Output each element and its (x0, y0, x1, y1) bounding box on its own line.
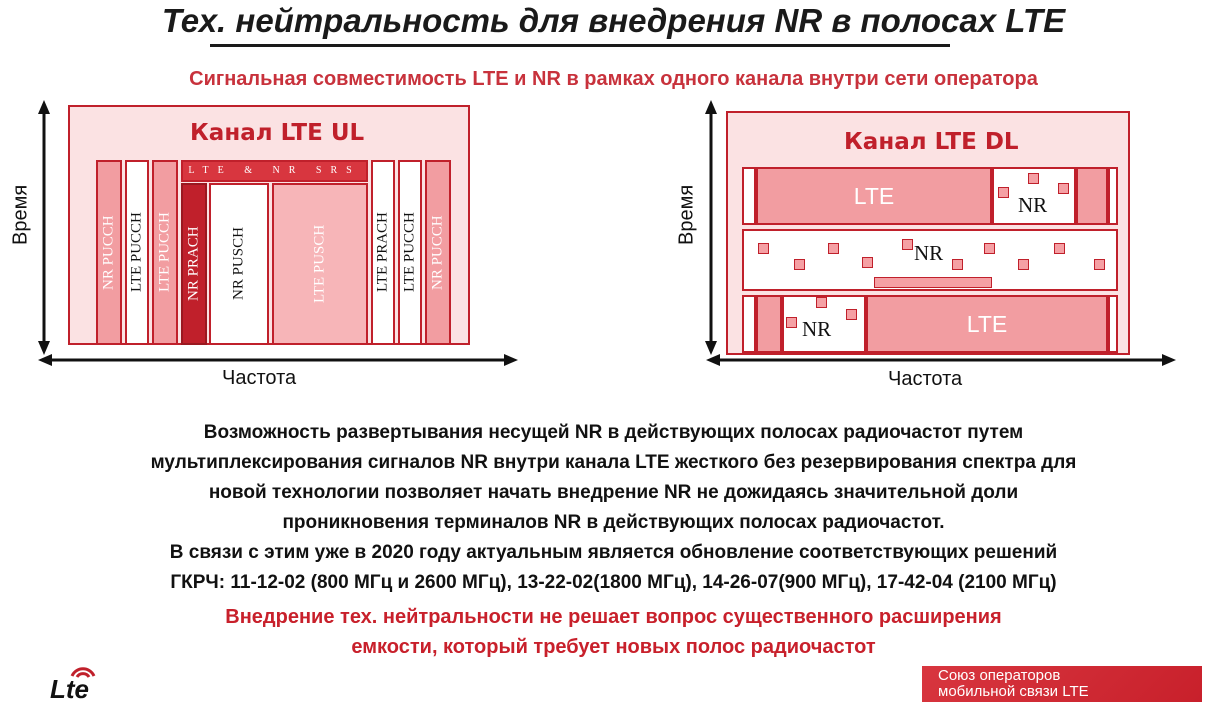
dl-nr-square (862, 257, 873, 268)
dl-top-edge-right (1076, 167, 1108, 225)
dl-nr-block-top (992, 167, 1076, 225)
ul-srs-label: LTE & NR SRS (188, 165, 361, 176)
dl-top-edge-far (1108, 167, 1118, 225)
dl-nr-square (1018, 259, 1029, 270)
dl-channel-title: Канал LTE DL (844, 129, 1019, 155)
ul-freq-axis (38, 352, 518, 368)
dl-lte-top-label: LTE (853, 182, 895, 209)
brand-line: мобильной связи LTE (938, 683, 1089, 700)
conclusion-note (0, 602, 1227, 662)
ul-col-label: LTE PUCCH (156, 212, 173, 293)
dl-nr-top-label: NR (1018, 193, 1048, 217)
dl-nr-square (846, 309, 857, 320)
ul-srs-strip (181, 160, 368, 182)
body-line: В связи с этим уже в 2020 году актуальным является обновление соответствующих решений (169, 542, 1058, 563)
ul-col-lte-pucch-3 (398, 160, 422, 345)
dl-bot-edge-right (1108, 295, 1118, 353)
ul-col-label: LTE PUCCH (128, 212, 145, 293)
ul-col-nr-prach (181, 183, 207, 345)
ul-time-axis (36, 100, 52, 355)
ul-col-label: NR PUCCH (429, 215, 446, 290)
body-text (20, 418, 1207, 598)
ul-col-label: LTE PRACH (374, 212, 391, 293)
dl-nr-square (828, 243, 839, 254)
dl-bot-edge-left (742, 295, 756, 353)
ul-col-nr-pucch-right (425, 160, 451, 345)
dl-nr-square (816, 297, 827, 308)
dl-nr-block-bot (782, 295, 866, 353)
ul-col-label: NR PRACH (185, 226, 202, 302)
lte-logo: Lte (50, 674, 89, 704)
dl-top-edge-left (742, 167, 756, 225)
dl-nr-square (786, 317, 797, 328)
note-line: Внедрение тех. нейтральности не решает вопрос существенного расширения (225, 606, 1002, 628)
page-title: Тех. нейтральность для внедрения NR в полосах LTE (161, 2, 1066, 39)
body-line: новой технологии позволяет начать внедрение NR не дожидаясь значительной доли (208, 482, 1019, 503)
dl-nr-square (1058, 183, 1069, 194)
body-line: проникновения терминалов NR в действующих полосах радиочастот. (282, 512, 945, 533)
ul-col-lte-pucch-2 (152, 160, 178, 345)
dl-nr-square (1094, 259, 1105, 270)
dl-freq-label: Частота (888, 368, 963, 390)
note-line: емкости, который требует новых полос радиочастот (351, 636, 876, 658)
dl-nr-mid-label: NR (914, 241, 944, 265)
ul-col-lte-prach (371, 160, 395, 345)
ul-col-label: NR PUCCH (100, 215, 117, 290)
ul-time-label: Время (9, 184, 32, 246)
dl-nr-square (1028, 173, 1039, 184)
dl-nr-bot-label: NR (802, 317, 832, 341)
dl-time-label: Время (675, 184, 698, 246)
dl-nr-square (952, 259, 963, 270)
ul-col-lte-pucch-1 (125, 160, 149, 345)
subtitle: Сигнальная совместимость LTE и NR в рамках одного канала внутри сети оператора (189, 68, 1038, 90)
ul-col-nr-pusch (209, 183, 269, 345)
ul-col-label: LTE PUSCH (311, 224, 328, 304)
dl-lte-bot-label: LTE (966, 310, 1008, 337)
dl-nr-square (902, 239, 913, 250)
ul-col-label: NR PUSCH (230, 227, 247, 301)
dl-time-axis (703, 100, 719, 355)
dl-nr-square (758, 243, 769, 254)
body-line: ГКРЧ: 11-12-02 (800 МГц и 2600 МГц), 13-22-02(1800 МГц), 14-26-07(900 МГц), 17-42-04 (2100 МГц) (170, 572, 1057, 593)
ul-diagram (0, 95, 560, 395)
dl-nr-bar (874, 277, 992, 288)
dl-lte-block-top (756, 167, 992, 225)
ul-channel-title: Канал LTE UL (190, 120, 365, 146)
dl-nr-square (1054, 243, 1065, 254)
dl-diagram (670, 95, 1190, 395)
ul-col-lte-pusch (272, 183, 368, 345)
ul-col-label: LTE PUCCH (401, 212, 418, 293)
brand-banner (922, 666, 1202, 702)
ul-col-nr-pucch-left (96, 160, 122, 345)
dl-nr-block-mid (742, 229, 1118, 291)
dl-lte-block-bot (866, 295, 1108, 353)
dl-bot-pink-left (756, 295, 782, 353)
body-line: Возможность развертывания несущей NR в действующих полосах радиочастот путем (203, 422, 1024, 443)
title-underline (210, 44, 950, 47)
body-line: мультиплексирования сигналов NR внутри канала LTE жесткого без резервирования спектра для (150, 452, 1077, 473)
brand-line: Союз операторов (938, 667, 1061, 684)
ul-freq-label: Частота (222, 367, 297, 389)
dl-nr-square (794, 259, 805, 270)
dl-nr-square (998, 187, 1009, 198)
dl-nr-square (984, 243, 995, 254)
